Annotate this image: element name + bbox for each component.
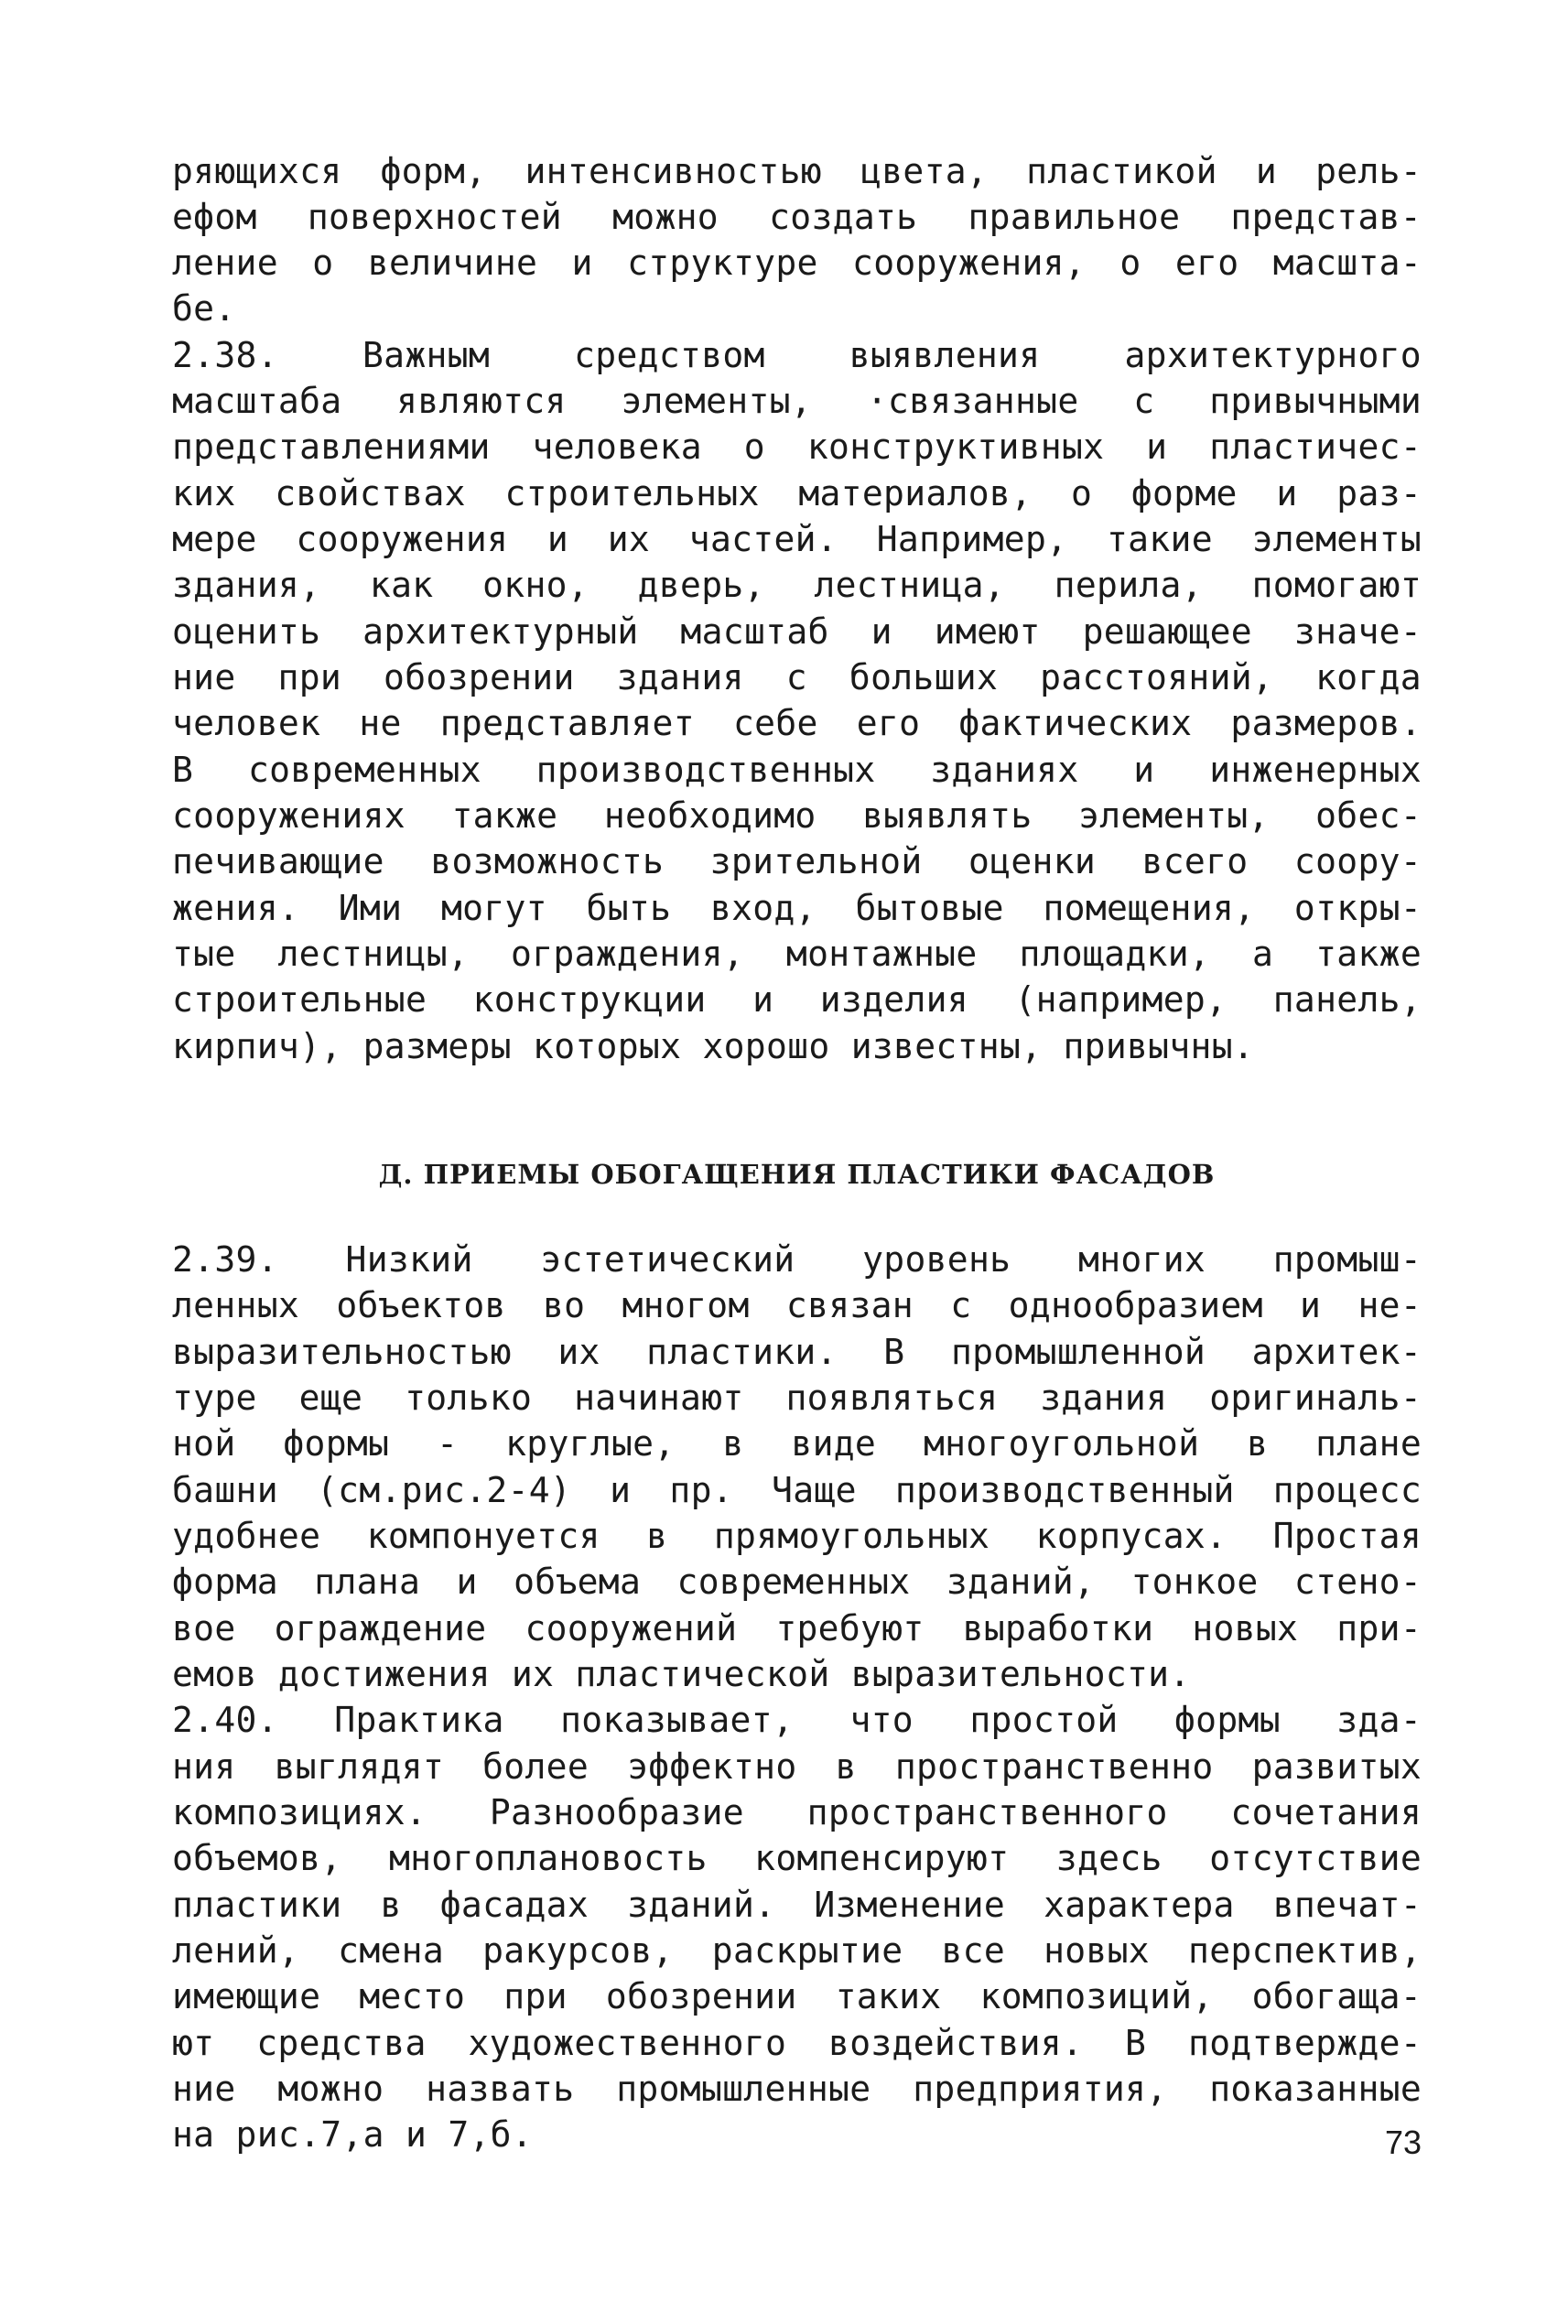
text-line: ление о величине и структуре сооружения, о его масшта-: [172, 243, 1422, 283]
text-line: печивающие возможность зрительной оценки всего соору-: [172, 841, 1422, 881]
text-line: кирпич), размеры которых хорошо известны, привычны.: [172, 1026, 1255, 1066]
text-line: емов достижения их пластической выразительности.: [172, 1654, 1191, 1694]
text-line: на рис.7,а и 7,б.: [172, 2114, 534, 2155]
text-line: 2.39. Низкий эстетический уровень многих промыш-: [172, 1239, 1422, 1280]
text-line: форма плана и объема современных зданий, тонкое стено-: [172, 1562, 1422, 1602]
text-line: ких свойствах строительных материалов, о форме и раз-: [172, 473, 1422, 513]
text-line: объемов, многоплановость компенсируют здесь отсутствие: [172, 1838, 1422, 1878]
text-line: мере сооружения и их частей. Например, такие элементы: [172, 519, 1422, 559]
text-line: здания, как окно, дверь, лестница, перила, помогают: [172, 565, 1422, 605]
text-line: ефом поверхностей можно создать правильное представ-: [172, 197, 1422, 237]
text-line: масштаба являются элементы, ·связанные с привычными: [172, 381, 1422, 421]
text-line: тые лестницы, ограждения, монтажные площадки, а также: [172, 934, 1422, 974]
text-line: человек не представляет себе его фактических размеров.: [172, 703, 1422, 743]
text-line: 2.38. Важным средством выявления архитектурного: [172, 335, 1422, 375]
text-line: представлениями человека о конструктивных и пластичес-: [172, 427, 1422, 467]
text-line: В современных производственных зданиях и инженерных: [172, 750, 1422, 790]
text-line: башни (см.рис.2-4) и пр. Чаще производственный процесс: [172, 1470, 1422, 1510]
page-number: 73: [1384, 2124, 1422, 2161]
text-line: жения. Ими могут быть вход, бытовые помещения, откры-: [172, 888, 1422, 928]
text-line: имеющие место при обозрении таких композиций, обогаща-: [172, 1976, 1422, 2016]
text-line: ние можно назвать промышленные предприятия, показанные: [172, 2069, 1422, 2109]
section-heading: Д. ПРИЕМЫ ОБОГАЩЕНИЯ ПЛАСТИКИ ФАСАДОВ: [378, 1159, 1216, 1190]
text-line: оценить архитектурный масштаб и имеют решающее значе-: [172, 611, 1422, 652]
text-line: ние при обозрении здания с больших расстояний, когда: [172, 657, 1422, 697]
text-line: выразительностью их пластики. В промышленной архитек-: [172, 1332, 1422, 1372]
text-line: удобнее компонуется в прямоугольных корпусах. Простая: [172, 1516, 1422, 1556]
text-line: композициях. Разнообразие пространственного сочетания: [172, 1792, 1422, 1832]
text-line: пластики в фасадах зданий. Изменение характера впечат-: [172, 1885, 1422, 1925]
text-line: ют средства художественного воздействия. В подтвержде-: [172, 2023, 1422, 2063]
text-line: 2.40. Практика показывает, что простой формы зда-: [172, 1700, 1422, 1740]
text-line: лений, смена ракурсов, раскрытие все новых перспектив,: [172, 1930, 1422, 1971]
text-line: сооружениях также необходимо выявлять элементы, обес-: [172, 795, 1422, 836]
text-line: туре еще только начинают появляться здания оригиналь-: [172, 1378, 1422, 1418]
text-line: ной формы - круглые, в виде многоугольной в плане: [172, 1423, 1422, 1464]
text-line: ленных объектов во многом связан с однообразием и не-: [172, 1285, 1422, 1325]
text-line: ния выглядят более эффектно в пространственно развитых: [172, 1746, 1422, 1787]
text-line: ряющихся форм, интенсивностью цвета, пластикой и рель-: [172, 151, 1422, 191]
text-line: вое ограждение сооружений требуют выработки новых при-: [172, 1608, 1422, 1648]
text-line: строительные конструкции и изделия (например, панель,: [172, 979, 1422, 1020]
text-line: бе.: [172, 288, 236, 329]
